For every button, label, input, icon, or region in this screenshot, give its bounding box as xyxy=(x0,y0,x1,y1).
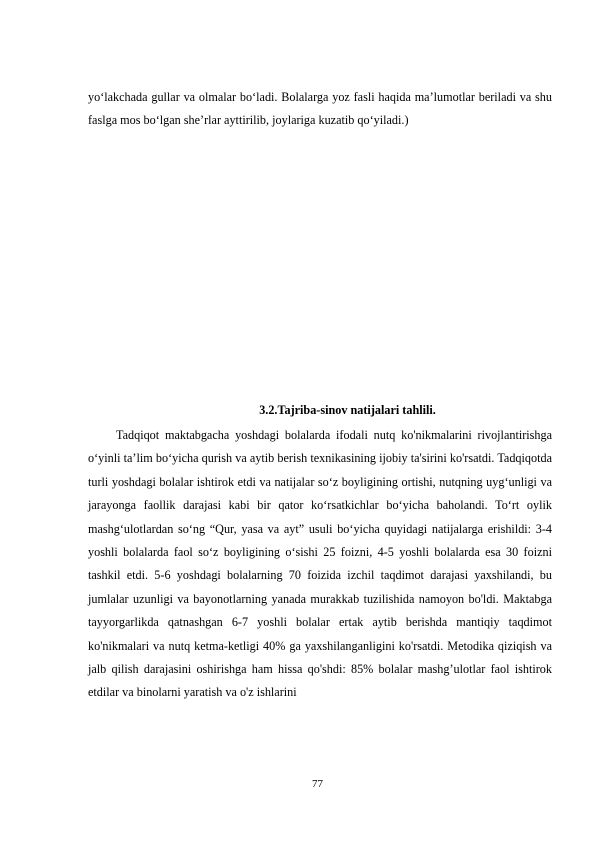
page-number: 77 xyxy=(312,778,323,790)
intro-paragraph: yo‘lakchada gullar va olmalar bo‘ladi. Bolalarga yoz fasli haqida ma’lumotlar beriladi va shu faslga mos bo‘lgan she’rlar ayttirilib, joylariga kuzatib qo‘yiladi.) xyxy=(88,90,552,128)
blank-figure-area xyxy=(88,140,552,390)
section-heading: 3.2.Tajriba-sinov natijalari tahlili. xyxy=(259,403,436,417)
body-paragraph: Tadqiqot maktabgacha yoshdagi bolalarda ifodali nutq ko'nikmalarini rivojlantirishga o‘yinli ta’lim bo‘yicha qurish va aytib berish texnikasining ijobiy ta'sirini ko'rsatdi. Tadqiqotda turli yoshdagi bolalar ishtirok etdi va natijalar so‘z boyligining ortishi, nutqning uyg‘unligi va jarayonga faollik darajasi kabi bir qator ko‘rsatkichlar bo‘yicha baholandi. To‘rt oylik mashg‘ulotlardan so‘ng “Qur, yasa va ayt” usuli bo‘yicha quyidagi natijalarga erishildi: 3-4 yoshli bolalarda faol so‘z boyligining o‘sishi 25 foizni, 4-5 yoshli bolalarda esa 30 foizni tashkil etdi. 5-6 yoshdagi bolalarning 70 foizida izchil taqdimot darajasi yaxshilandi, bu jumlalar uzunligi va bayonotlarning yanada murakkab tuzilishida namoyon bo'ldi. Maktabga tayyorgarlikda qatnashgan 6-7 yoshli bolalar ertak aytib berishda mantiqiy taqdimot ko'nikmalari va nutq ketma-ketligi 40% ga yaxshilanganligini ko'rsatdi. Metodika qiziqish va jalb qilish darajasini oshirishga ham hissa qo'shdi: 85% bolalar mashg’ulotlar faol ishtirok etdilar va binolarni yaratish va o'z ishlarini xyxy=(88,428,552,700)
